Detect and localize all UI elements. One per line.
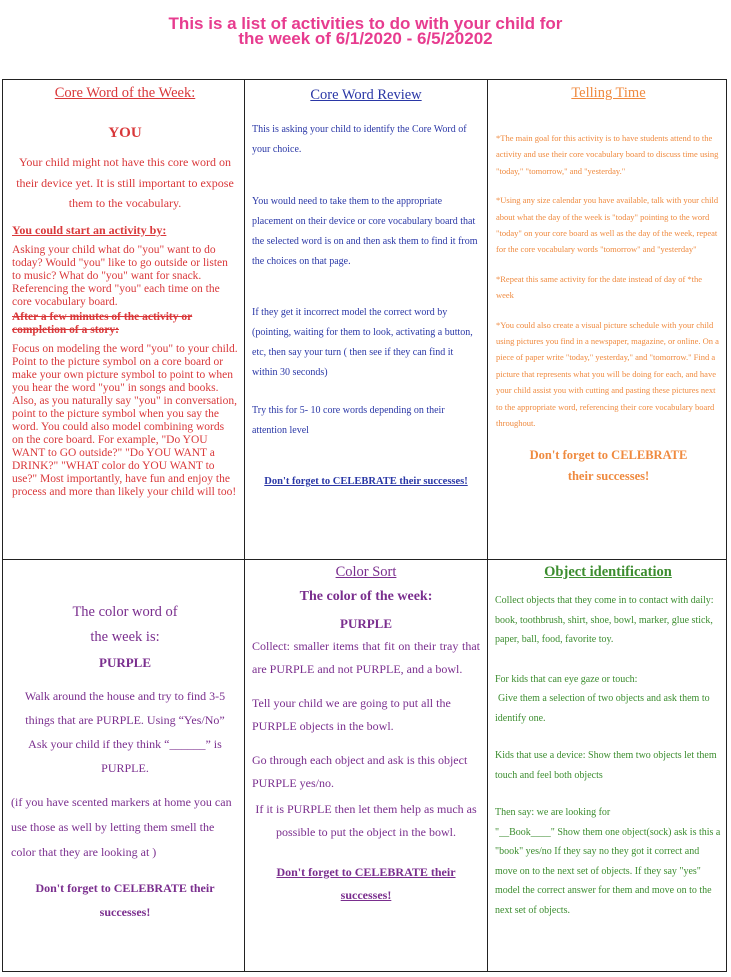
object-id-p4: Kids that use a device: Show them two objects let them touch and feel both objects <box>495 750 717 781</box>
core-word-heading: Core Word of the Week: <box>54 85 196 101</box>
color-word-p1: Walk around the house and try to find 3-5 things that are PURPLE. Using “Yes/No” <box>24 689 226 727</box>
core-word: YOU <box>108 125 142 141</box>
telling-time-p3: *Repeat this same activity for the date instead of day of *the week <box>496 273 703 301</box>
page-subtitle: the week of 6/1/2020 - 6/5/20202 <box>238 29 493 48</box>
activity-text: Asking your child what do "you" want to do today? Would "you" like to go outside or listen to music? What do "you" want for snack. Referencing the word "you" each time on the core vocabulary board. <box>12 243 228 308</box>
object-id-p6: "__Book____" Show them one object(sock) ask is this a "book" yes/no If they say no they got it correct and move on to the next set of objects. If they say "yes" model the correct answer for them and move on to the next set of objects. <box>495 826 721 916</box>
color-word: PURPLE <box>99 655 151 670</box>
color-word-celebrate: Don't forget to CELEBRATE their successes! <box>35 881 215 919</box>
core-review-p1: This is asking your child to identify the Core Word of your choice. <box>252 124 467 155</box>
core-review-cell <box>245 80 487 559</box>
telling-time-p4: *You could also create a visual picture schedule with your child using pictures you find in a newspaper, magazine, or online. On a piece of paper write "today," yesterday," and "tomorrow." Find a picture that represents what you will be doing for each, and have your child assist you with cutting and pasting these pictures next to the appropriate word, referencing their core vocabulary board throughout. <box>496 319 719 429</box>
telling-time-p1: *The main goal for this activity is to have students attend to the activity and use their core vocabulary board to discuss time using "today," "tomorrow," and "yesterday." <box>496 133 719 176</box>
telling-time-celebrate: Don't forget to CELEBRATE their successes! <box>529 447 688 483</box>
core-review-p4: Try this for 5- 10 core words depending on their attention level <box>252 405 445 436</box>
object-id-cell <box>488 560 726 971</box>
core-review-heading: Core Word Review <box>310 87 422 103</box>
color-sort-sub: The color of the week: <box>299 589 433 604</box>
object-id-p2: For kids that can eye gaze or touch: <box>495 673 638 685</box>
core-review-p2: You would need to take them to the appropriate placement on their device or core vocabulary board that the selected word is on and then ask them to find it from the choices on that page. <box>252 196 478 267</box>
color-sort-celebrate: Don't forget to CELEBRATE their successes! <box>276 865 456 902</box>
object-id-p3: Give them a selection of two objects and ask them to identify one. <box>495 693 710 724</box>
page-title: This is a list of activities to do with your child for <box>168 14 563 33</box>
color-word-cell <box>3 560 244 971</box>
object-id-p5: Then say: we are looking for <box>495 807 611 818</box>
color-sort-cell <box>245 560 487 971</box>
after-heading: After a few minutes of the activity or completion of a story: <box>12 310 193 336</box>
color-word-p3: (if you have scented markers at home you can use those as well by letting them smell the color that they are looking at ) <box>11 795 232 859</box>
object-id-heading: Object identification <box>544 564 672 580</box>
core-word-cell <box>3 80 244 559</box>
core-review-p3: If they get it incorrect model the correct word by (pointing, waiting for them to look, activating a button, etc, then say your turn ( then see if they can find it within 30 seconds) <box>252 307 473 378</box>
color-sort-heading: Color Sort <box>335 564 397 580</box>
color-sort-p3: Go through each object and ask is this object PURPLE yes/no. <box>252 753 468 790</box>
color-sort-color: PURPLE <box>340 616 392 631</box>
color-sort-p1: Collect: smaller items that fit on their tray that are PURPLE and not PURPLE, and a bowl. <box>252 639 480 676</box>
object-id-p1: Collect objects that they come in to contact with daily: book, toothbrush, shirt, shoe, bowl, marker, glue stick, paper, ball, food, favorite toy. <box>495 595 714 645</box>
color-word-line1: The color word of <box>72 604 178 620</box>
after-text: Focus on modeling the word "you" to your child. Point to the picture symbol on a core board or make your own picture symbol to point to when you hear the word "you" in songs and books. Also, as you naturally say "you" in conversation, point to the picture symbol when you say the word. You could also model combining words on the core board. For example, "Do YOU WANT to GO outside?" "Do YOU WANT a DRINK?" "WHAT color do YOU WANT to use?" Most importantly, have fun and enjoy the process and more than likely your child will too! <box>12 342 238 498</box>
color-sort-p2: Tell your child we are going to put all the PURPLE objects in the bowl. <box>252 696 451 733</box>
activity-heading: You could start an activity by: <box>12 222 167 237</box>
core-review-celebrate: Don't forget to CELEBRATE their successes! <box>264 476 468 487</box>
telling-time-p2: *Using any size calendar you have available, talk with your child about what the day of the week is "today" pointing to the word "today" on your core board as well as the day of the week, repeat for the core vocabulary words "tomorrow" and "yesterday" <box>496 195 719 255</box>
core-word-intro: Your child might not have this core word on their device yet. It is still important to expose them to the vocabulary. <box>16 155 234 210</box>
telling-time-cell <box>488 80 726 559</box>
color-word-p2: Ask your child if they think “______” is PURPLE. <box>28 737 222 775</box>
activity-grid <box>2 79 727 972</box>
color-sort-p4: If it is PURPLE then let them help as much as possible to put the object in the bowl. <box>255 802 477 839</box>
telling-time-heading: Telling Time <box>571 85 646 101</box>
color-word-line2: the week is: <box>90 629 160 645</box>
